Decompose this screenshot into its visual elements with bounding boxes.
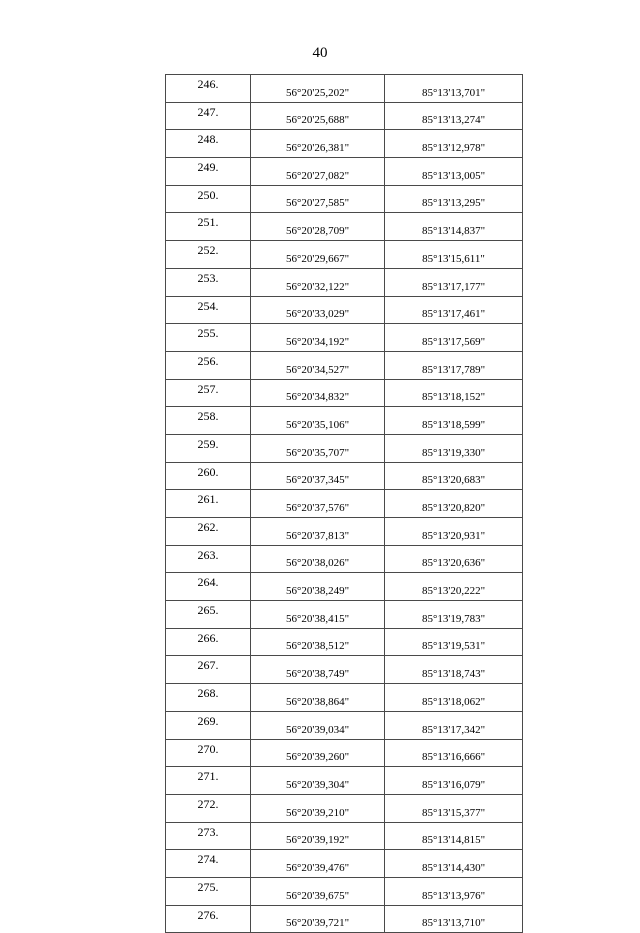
longitude-cell: 85°13'13,005" [385,158,523,186]
point-number-cell: 261. [166,490,251,518]
longitude-cell: 85°13'16,079" [385,767,523,795]
table-row [166,767,523,795]
table-row [166,351,523,379]
latitude-cell: 56°20'38,026" [251,545,385,573]
point-number-cell: 266. [166,628,251,656]
point-number-cell: 259. [166,434,251,462]
longitude-cell: 85°13'19,531" [385,628,523,656]
longitude-cell: 85°13'15,611" [385,241,523,269]
table-row [166,158,523,186]
longitude-cell: 85°13'16,666" [385,739,523,767]
longitude-cell: 85°13'13,701" [385,75,523,103]
table-row [166,573,523,601]
latitude-cell: 56°20'39,192" [251,822,385,850]
point-number-cell: 248. [166,130,251,158]
point-number-cell: 275. [166,877,251,905]
longitude-cell: 85°13'15,377" [385,794,523,822]
latitude-cell: 56°20'32,122" [251,268,385,296]
latitude-cell: 56°20'39,721" [251,905,385,933]
point-number-cell: 255. [166,324,251,352]
latitude-cell: 56°20'38,512" [251,628,385,656]
point-number-cell: 276. [166,905,251,933]
table-row [166,296,523,324]
latitude-cell: 56°20'38,415" [251,601,385,629]
latitude-cell: 56°20'39,260" [251,739,385,767]
table-row [166,213,523,241]
latitude-cell: 56°20'37,576" [251,490,385,518]
point-number-cell: 252. [166,241,251,269]
point-number-cell: 257. [166,379,251,407]
point-number-cell: 256. [166,351,251,379]
table-row [166,711,523,739]
point-number-cell: 264. [166,573,251,601]
table-row [166,739,523,767]
point-number-cell: 272. [166,794,251,822]
latitude-cell: 56°20'38,749" [251,656,385,684]
point-number-cell: 268. [166,684,251,712]
latitude-cell: 56°20'35,106" [251,407,385,435]
latitude-cell: 56°20'35,707" [251,434,385,462]
table-row [166,130,523,158]
table-row [166,628,523,656]
latitude-cell: 56°20'29,667" [251,241,385,269]
table-row [166,379,523,407]
point-number-cell: 246. [166,75,251,103]
table-row [166,684,523,712]
point-number-cell: 270. [166,739,251,767]
longitude-cell: 85°13'18,599" [385,407,523,435]
table-row [166,877,523,905]
latitude-cell: 56°20'39,210" [251,794,385,822]
table-row [166,490,523,518]
longitude-cell: 85°13'14,815" [385,822,523,850]
table-row [166,75,523,103]
point-number-cell: 271. [166,767,251,795]
point-number-cell: 269. [166,711,251,739]
latitude-cell: 56°20'39,304" [251,767,385,795]
longitude-cell: 85°13'13,274" [385,102,523,130]
point-number-cell: 265. [166,601,251,629]
table-row [166,905,523,933]
latitude-cell: 56°20'39,675" [251,877,385,905]
longitude-cell: 85°13'13,710" [385,905,523,933]
latitude-cell: 56°20'37,345" [251,462,385,490]
longitude-cell: 85°13'19,330" [385,434,523,462]
point-number-cell: 258. [166,407,251,435]
longitude-cell: 85°13'18,062" [385,684,523,712]
longitude-cell: 85°13'20,683" [385,462,523,490]
table-row [166,794,523,822]
longitude-cell: 85°13'12,978" [385,130,523,158]
latitude-cell: 56°20'27,585" [251,185,385,213]
latitude-cell: 56°20'25,202" [251,75,385,103]
coordinates-table-body [166,75,523,933]
point-number-cell: 260. [166,462,251,490]
coordinates-table [165,74,523,933]
table-row [166,822,523,850]
longitude-cell: 85°13'13,976" [385,877,523,905]
longitude-cell: 85°13'20,820" [385,490,523,518]
latitude-cell: 56°20'33,029" [251,296,385,324]
latitude-cell: 56°20'25,688" [251,102,385,130]
point-number-cell: 267. [166,656,251,684]
table-row [166,601,523,629]
table-row [166,850,523,878]
longitude-cell: 85°13'14,837" [385,213,523,241]
latitude-cell: 56°20'34,832" [251,379,385,407]
longitude-cell: 85°13'20,636" [385,545,523,573]
longitude-cell: 85°13'19,783" [385,601,523,629]
latitude-cell: 56°20'39,034" [251,711,385,739]
point-number-cell: 274. [166,850,251,878]
point-number-cell: 253. [166,268,251,296]
table-row [166,434,523,462]
page-number: 40 [312,45,328,61]
point-number-cell: 262. [166,518,251,546]
latitude-cell: 56°20'38,249" [251,573,385,601]
longitude-cell: 85°13'17,461" [385,296,523,324]
longitude-cell: 85°13'14,430" [385,850,523,878]
latitude-cell: 56°20'37,813" [251,518,385,546]
table-row [166,102,523,130]
point-number-cell: 247. [166,102,251,130]
point-number-cell: 251. [166,213,251,241]
table-row [166,407,523,435]
latitude-cell: 56°20'34,192" [251,324,385,352]
longitude-cell: 85°13'13,295" [385,185,523,213]
longitude-cell: 85°13'18,152" [385,379,523,407]
table-row [166,241,523,269]
point-number-cell: 249. [166,158,251,186]
table-row [166,462,523,490]
latitude-cell: 56°20'26,381" [251,130,385,158]
table-row [166,656,523,684]
point-number-cell: 250. [166,185,251,213]
latitude-cell: 56°20'28,709" [251,213,385,241]
table-row [166,185,523,213]
latitude-cell: 56°20'38,864" [251,684,385,712]
point-number-cell: 263. [166,545,251,573]
latitude-cell: 56°20'34,527" [251,351,385,379]
longitude-cell: 85°13'18,743" [385,656,523,684]
longitude-cell: 85°13'20,222" [385,573,523,601]
longitude-cell: 85°13'20,931" [385,518,523,546]
point-number-cell: 254. [166,296,251,324]
table-row [166,518,523,546]
table-row [166,268,523,296]
point-number-cell: 273. [166,822,251,850]
longitude-cell: 85°13'17,569" [385,324,523,352]
latitude-cell: 56°20'39,476" [251,850,385,878]
longitude-cell: 85°13'17,342" [385,711,523,739]
longitude-cell: 85°13'17,177" [385,268,523,296]
latitude-cell: 56°20'27,082" [251,158,385,186]
table-row [166,324,523,352]
table-row [166,545,523,573]
longitude-cell: 85°13'17,789" [385,351,523,379]
